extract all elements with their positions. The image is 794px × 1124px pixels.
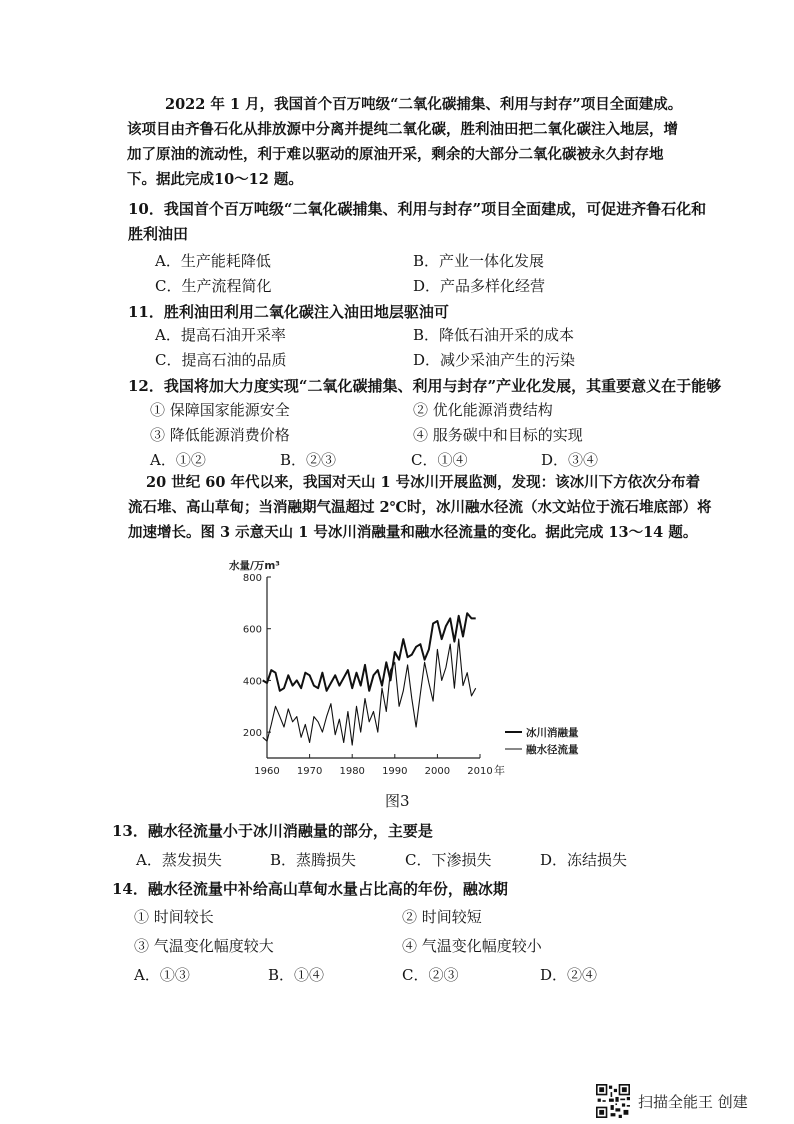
y-tick-label: 600 bbox=[242, 624, 262, 636]
q14-option-b: B．①④ bbox=[268, 966, 325, 984]
x-tick-label: 1970 bbox=[296, 766, 323, 777]
x-tick-label: 2000 bbox=[424, 766, 451, 777]
q12-option-a: A．①② bbox=[150, 451, 206, 469]
q10-stem-line2: 胜利油田 bbox=[128, 225, 189, 243]
x-tick-label: 1990 bbox=[382, 766, 408, 777]
x-tick-label: 1980 bbox=[339, 766, 365, 777]
q12-statement-2: ② 优化能源消费结构 bbox=[413, 401, 553, 419]
q13-option-d: D．冻结损失 bbox=[540, 851, 628, 869]
q10-option-c: C．生产流程简化 bbox=[155, 277, 272, 295]
q14-statement-1: ① 时间较长 bbox=[134, 908, 214, 926]
intro-paragraph-1: 2022 年 1 月，我国首个百万吨级“二氧化碳捕集、利用与封存”项目全面建成。该项目由齐鲁石化从排放源中分离并提纯二氧化碳，胜利油田把二氧化碳注入地层，增加了原油的流动性，利于难以驱动的原油开采，剩余的大部分二氧化碳被永久封存地下。据此完成10～12 题。 bbox=[127, 96, 683, 188]
q10-option-d: D．产品多样化经营 bbox=[413, 277, 546, 295]
series-line-2 bbox=[263, 639, 476, 745]
q11-option-a: A．提高石油开采率 bbox=[155, 326, 286, 344]
q14-stem: 14．融水径流量中补给高山草甸水量占比高的年份，融冰期 bbox=[112, 880, 508, 898]
glacier-melt-runoff-chart bbox=[225, 555, 615, 785]
q14-statement-2: ② 时间较短 bbox=[402, 908, 482, 926]
q12-statement-1: ① 保障国家能源安全 bbox=[150, 401, 290, 419]
q10-stem-line1: 10．我国首个百万吨级“二氧化碳捕集、利用与封存”项目全面建成，可促进齐鲁石化和 bbox=[128, 200, 707, 218]
q12-option-b: B．②③ bbox=[280, 451, 337, 469]
q11-option-b: B．降低石油开采的成本 bbox=[413, 326, 575, 344]
q12-option-d: D．③④ bbox=[541, 451, 599, 469]
q14-option-a: A．①③ bbox=[134, 966, 190, 984]
q13-stem: 13．融水径流量小于冰川消融量的部分，主要是 bbox=[112, 822, 433, 840]
qr-code-icon bbox=[596, 1084, 630, 1118]
q12-option-c: C．①④ bbox=[411, 451, 468, 469]
q12-statement-4: ④ 服务碳中和目标的实现 bbox=[413, 426, 583, 444]
legend-label-2: 融水径流量 bbox=[526, 744, 579, 756]
q10-option-a: A．生产能耗降低 bbox=[155, 252, 271, 270]
figure-label: 图3 bbox=[385, 792, 410, 810]
q12-statement-3: ③ 降低能源消费价格 bbox=[150, 426, 290, 444]
q13-option-b: B．蒸腾损失 bbox=[270, 851, 357, 869]
q14-option-c: C．②③ bbox=[402, 966, 459, 984]
y-tick-label: 200 bbox=[242, 728, 262, 740]
q11-stem: 11．胜利油田利用二氧化碳注入油田地层驱油可 bbox=[128, 303, 449, 321]
q11-option-c: C．提高石油的品质 bbox=[155, 351, 287, 369]
scanner-watermark bbox=[596, 1084, 748, 1118]
q14-statement-3: ③ 气温变化幅度较大 bbox=[134, 937, 274, 955]
q13-option-c: C．下渗损失 bbox=[405, 851, 492, 869]
x-axis-unit-label: 年 bbox=[494, 764, 505, 777]
q10-option-b: B．产业一体化发展 bbox=[413, 252, 545, 270]
legend-label-1: 冰川消融量 bbox=[526, 727, 579, 739]
intro-paragraph-2: 20 世纪 60 年代以来，我国对天山 1 号冰川开展监测，发现：该冰川下方依次分布着流石堆、高山草甸；当消融期气温超过 2℃时，冰川融水径流（水文站位于流石堆底部）将加速增长。图 3 示意天山 1 号冰川消融量和融水径流量的变化。据此完成 13～14 题。 bbox=[128, 474, 712, 541]
watermark-text: 扫描全能王 创建 bbox=[638, 1092, 748, 1111]
q14-option-d: D．②④ bbox=[540, 966, 598, 984]
y-tick-label: 800 bbox=[242, 573, 262, 584]
q12-stem: 12．我国将加大力度实现“二氧化碳捕集、利用与封存”产业化发展，其重要意义在于能够 bbox=[128, 377, 722, 395]
y-tick-label: 400 bbox=[242, 676, 262, 688]
y-axis-label: 水量/万m³ bbox=[229, 560, 280, 572]
q11-option-d: D．减少采油产生的污染 bbox=[413, 351, 576, 369]
series-line-1 bbox=[263, 613, 476, 691]
x-tick-label: 2010 bbox=[467, 766, 493, 777]
q14-statement-4: ④ 气温变化幅度较小 bbox=[402, 937, 542, 955]
x-tick-label: 1960 bbox=[254, 766, 280, 777]
q13-option-a: A．蒸发损失 bbox=[136, 851, 222, 869]
